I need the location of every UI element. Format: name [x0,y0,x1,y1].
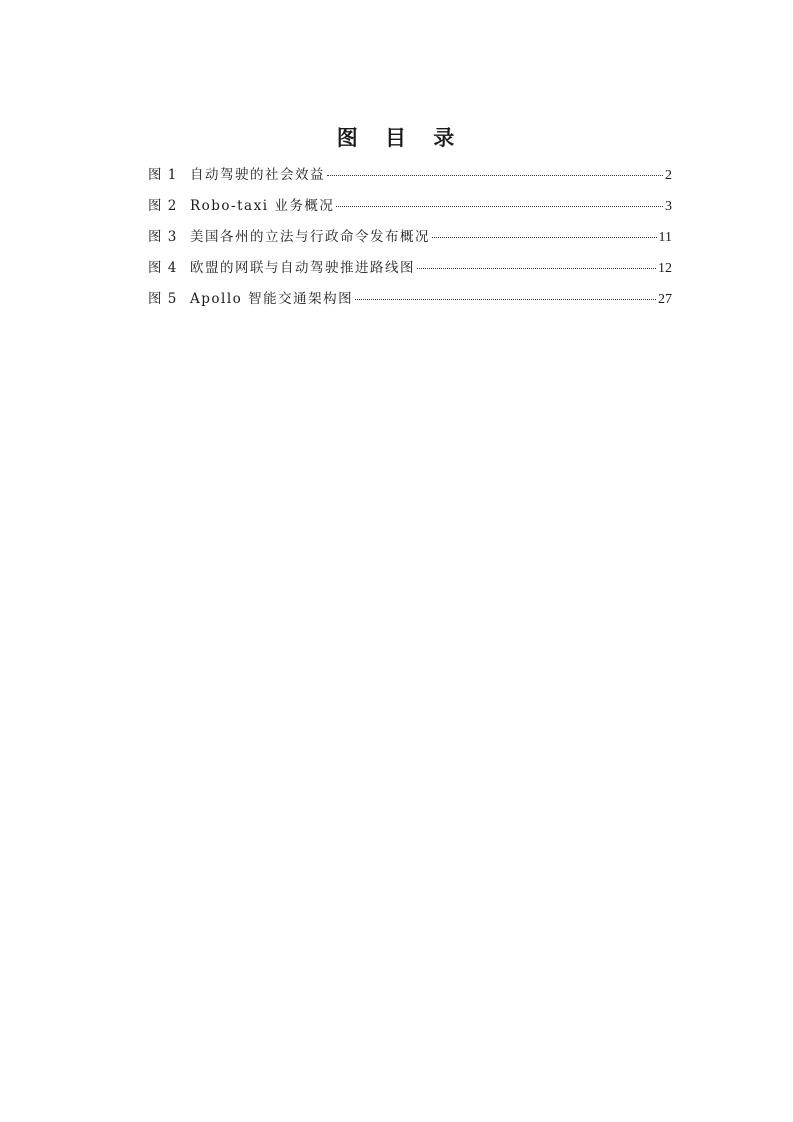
dot-leader [432,237,657,238]
entry-title: Apollo 智能交通架构图 [190,291,354,307]
toc-entry-3[interactable] [148,226,672,257]
entry-page-number: 3 [665,199,672,214]
entry-number: 图 1 [148,167,178,183]
toc-entry-2[interactable] [148,195,672,226]
toc-list [148,164,672,319]
entry-title: 自动驾驶的社会效益 [190,167,325,183]
entry-title: Robo-taxi 业务概况 [190,198,335,214]
entry-title: 美国各州的立法与行政命令发布概况 [190,229,430,245]
toc-entry-5[interactable] [148,288,672,319]
entry-page-number: 11 [658,230,672,245]
toc-entry-1[interactable] [148,164,672,195]
entry-number: 图 3 [148,229,178,245]
entry-title: 欧盟的网联与自动驾驶推进路线图 [190,260,415,276]
entry-page-number: 12 [658,261,672,276]
dot-leader [327,175,663,176]
dot-leader [336,206,663,207]
toc-entry-4[interactable] [148,257,672,288]
entry-page-number: 27 [658,292,672,307]
dot-leader [417,268,656,269]
entry-number: 图 4 [148,260,178,276]
dot-leader [355,299,656,300]
entry-number: 图 2 [148,198,178,214]
entry-page-number: 2 [665,168,672,183]
toc-title: 图 目 录 [336,126,465,150]
entry-number: 图 5 [148,291,178,307]
